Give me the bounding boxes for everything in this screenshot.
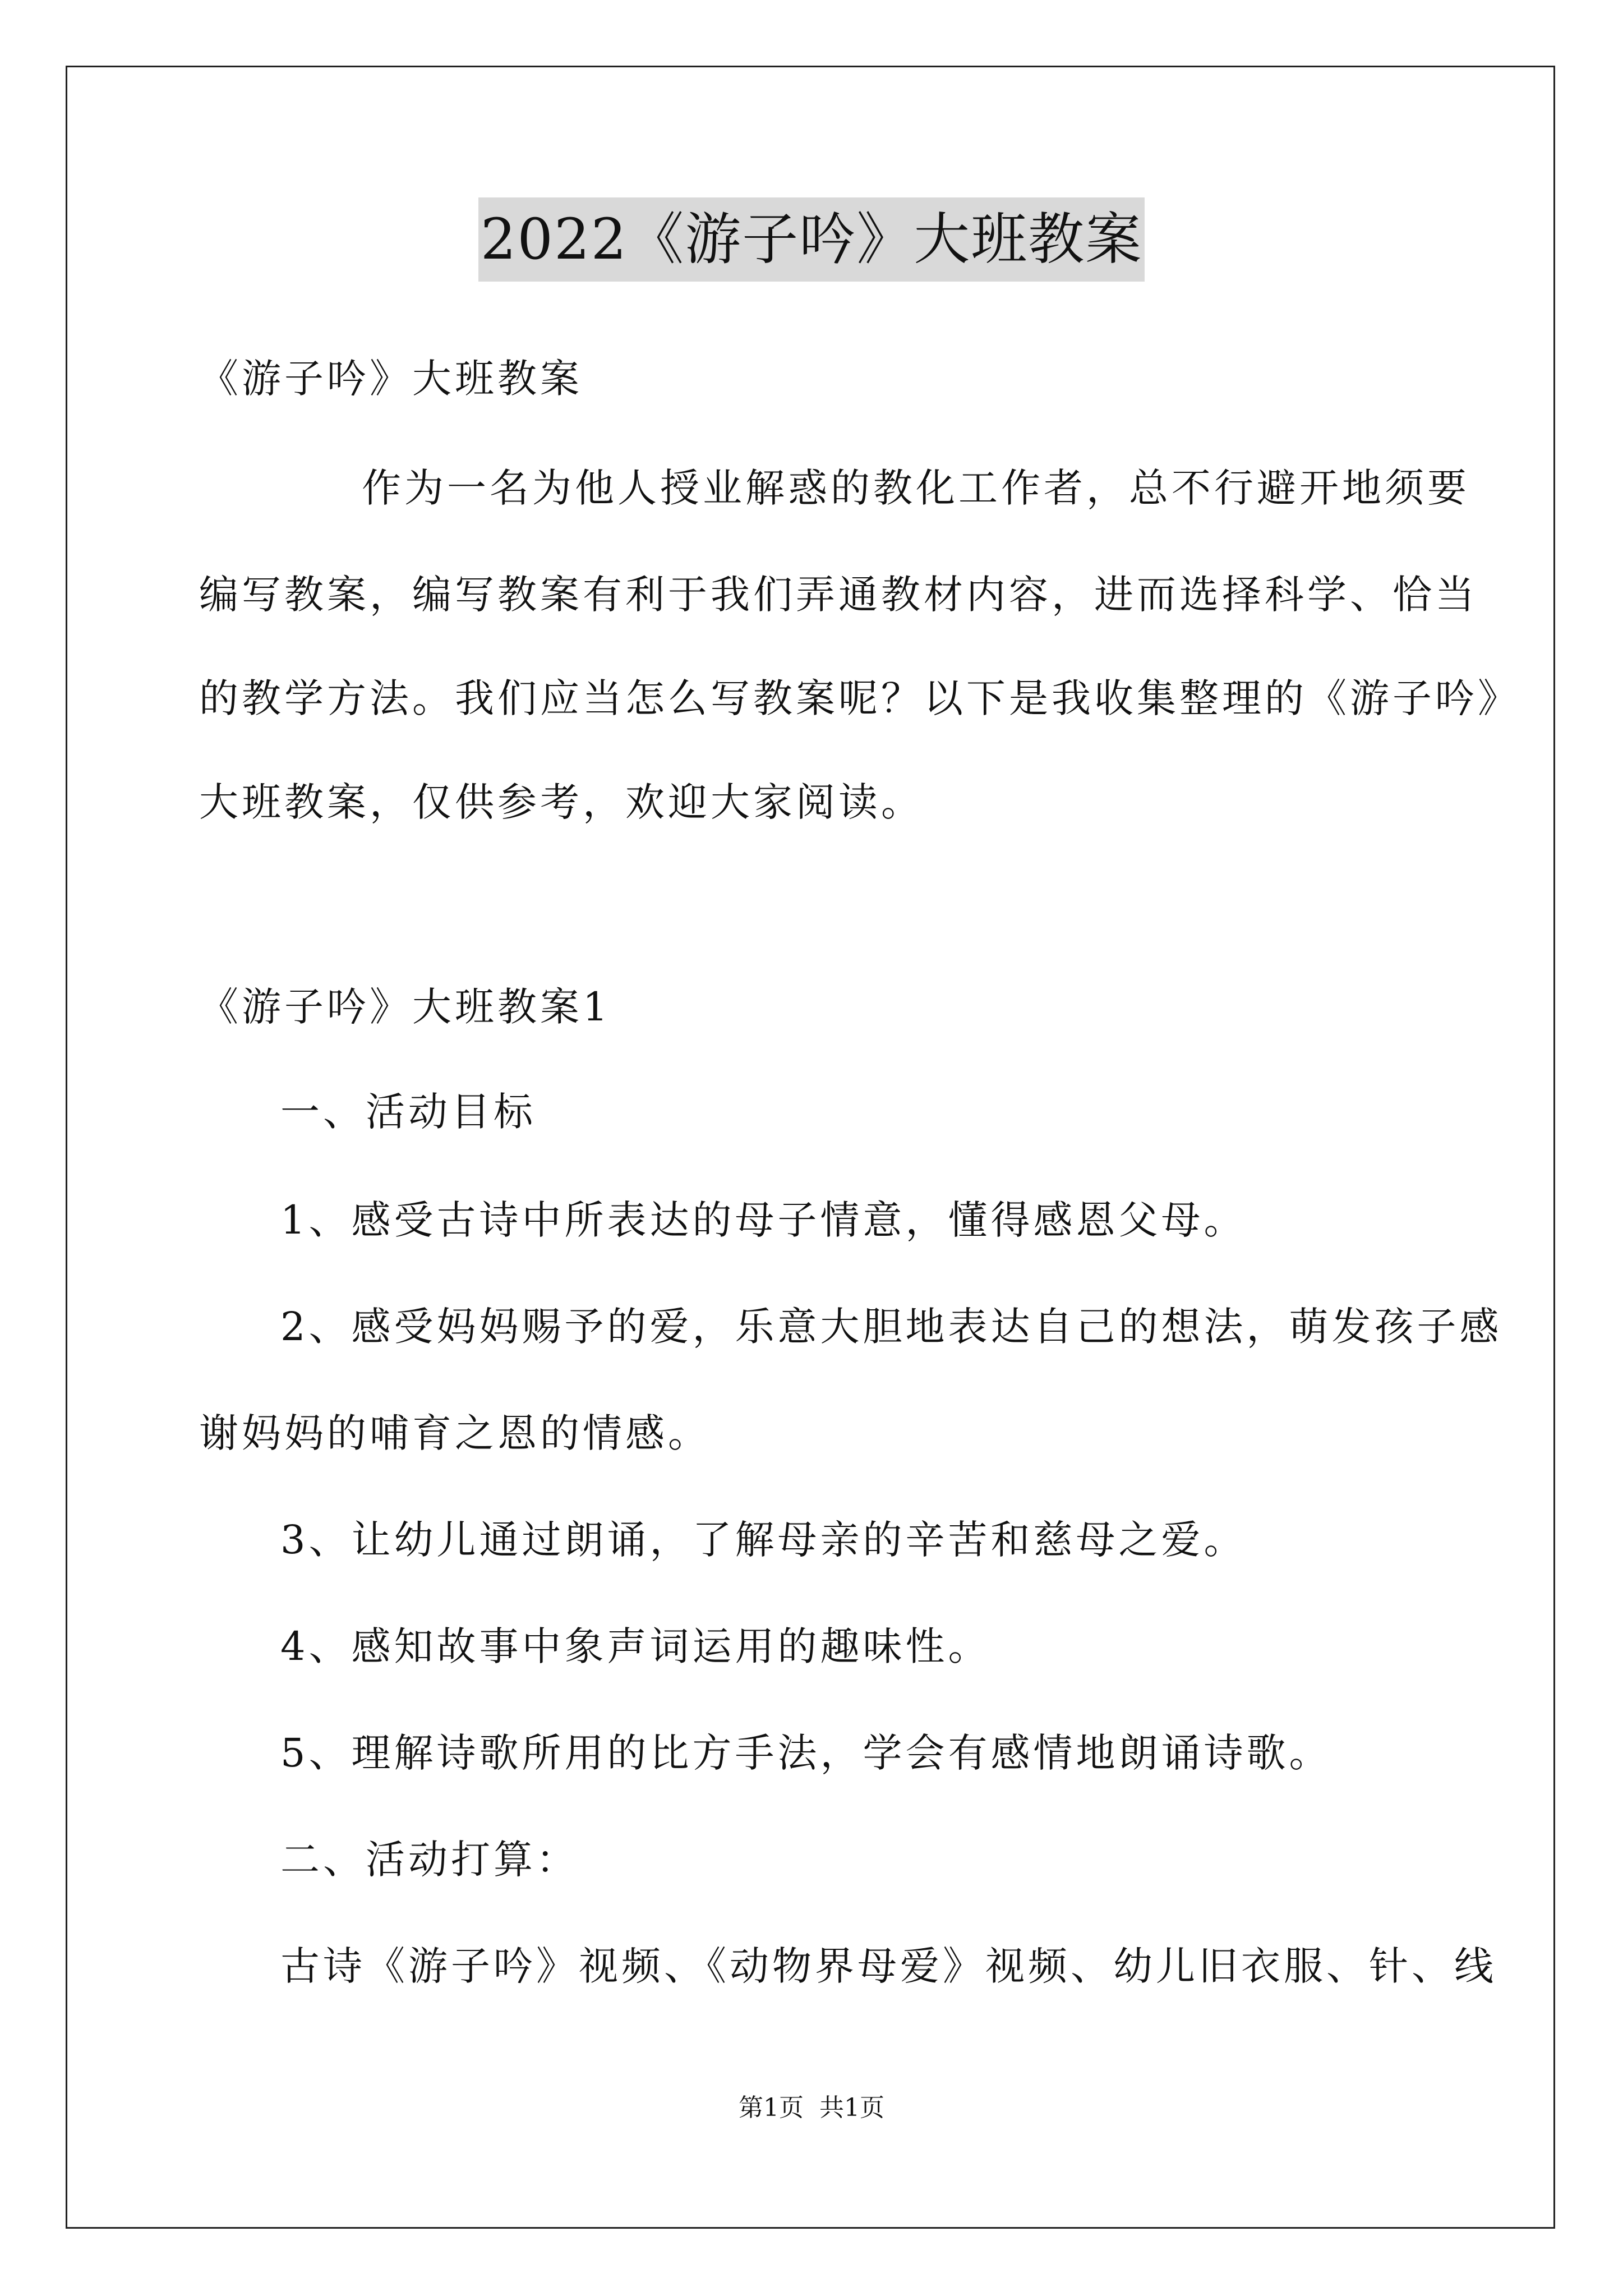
intro-paragraph-line: 编写教案，编写教案有利于我们弄通教材内容，进而选择科学、恰当: [199, 572, 1478, 618]
list-item-continuation: 谢妈妈的哺育之恩的情感。: [199, 1410, 711, 1456]
document-title: 2022《游子吟》大班教案: [478, 197, 1145, 282]
section-heading: 《游子吟》大班教案1: [199, 984, 611, 1030]
list-item: 2、感受妈妈赐予的爱，乐意大胆地表达自己的想法，萌发孩子感: [280, 1304, 1502, 1350]
page-number: 第1页: [739, 2093, 804, 2122]
subtitle: 《游子吟》大班教案: [199, 356, 583, 402]
title-container: [0, 197, 1623, 282]
list-item: 1、感受古诗中所表达的母子情意，懂得感恩父母。: [280, 1197, 1247, 1243]
subsection-heading: 一、活动目标: [280, 1089, 536, 1135]
list-item: 3、让幼儿通过朗诵，了解母亲的辛苦和慈母之爱。: [280, 1517, 1247, 1563]
subsection-heading: 二、活动打算：: [280, 1837, 579, 1883]
page-footer: [0, 2091, 1623, 2125]
intro-paragraph-line: 作为一名为他人授业解惑的教化工作者，总不行避开地须要: [362, 465, 1470, 511]
page-count: 共1页: [819, 2093, 884, 2122]
list-item: 4、感知故事中象声词运用的趣味性。: [280, 1623, 991, 1669]
materials-line: 古诗《游子吟》视频、《动物界母爱》视频、幼儿旧衣服、针、线: [280, 1943, 1497, 1989]
intro-paragraph-line: 大班教案，仅供参考，欢迎大家阅读。: [199, 779, 924, 825]
intro-paragraph-line: 的教学方法。我们应当怎么写教案呢？以下是我收集整理的《游子吟》: [199, 675, 1520, 721]
list-item: 5、理解诗歌所用的比方手法，学会有感情地朗诵诗歌。: [280, 1730, 1332, 1776]
